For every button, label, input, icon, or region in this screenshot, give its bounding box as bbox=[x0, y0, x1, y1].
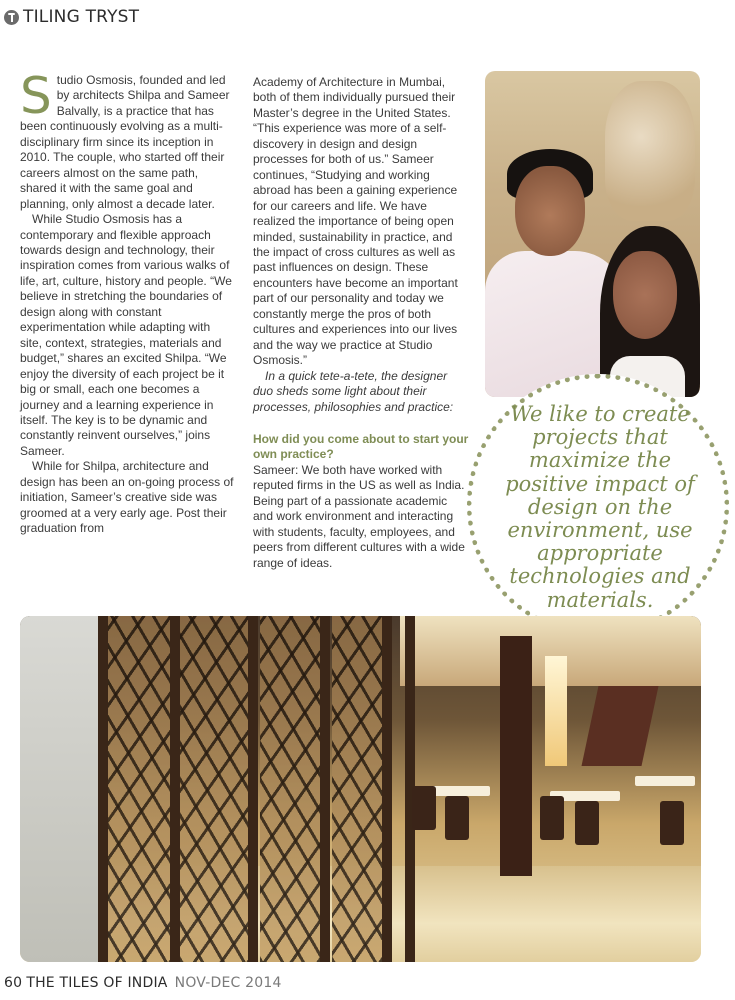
paragraph-2: While Studio Osmosis has a contemporary and flexible approach towards design and technology, their inspiration comes from various walks of life, art, culture, history and people. “We believe in stretching the boundaries of design along with constant experimentation while adapting with site, context, strategies, materials and budget,” shares an excited Shilpa. “We enjoy the diversity of each project be it big or small, each one becomes a journey and a learning experience in itself. The key is to be dynamic and constantly reinvent ourselves,” joins Sameer. bbox=[20, 212, 232, 458]
lattice-screen bbox=[180, 616, 250, 962]
paragraph-3: While for Shilpa, architecture and design has been an on-going process of initiation, Sameer’s creative side was groomed at a very early age. Post their graduation from bbox=[20, 459, 234, 536]
dining-table bbox=[430, 786, 490, 796]
interview-question: How did you come about to start your own practice? bbox=[253, 431, 469, 462]
pendant-light bbox=[545, 656, 567, 766]
article-column-2 bbox=[253, 75, 469, 571]
page-number: 60 bbox=[4, 975, 23, 991]
article-column-1 bbox=[20, 67, 234, 537]
screen-frame bbox=[248, 616, 258, 962]
interview-answer: Sameer: We both have worked with reputed firms in the US as well as India. Being part of a passionate academic and work environment and interacting with students, faculty, employees, and peers from different cultures with a wide range of ideas. bbox=[253, 462, 465, 570]
wooden-pillar bbox=[500, 636, 532, 876]
screen-frame bbox=[98, 616, 108, 962]
dining-chair bbox=[540, 796, 564, 840]
paragraph-1 bbox=[20, 67, 234, 212]
paragraph-1-text: tudio Osmosis, founded and led by architects Shilpa and Sameer Balvally, is a practice that has been continuously evolving as a multi-disciplinary firm since its inception in 2010. The couple, who started off their careers almost on the same path, shared it with the same goal and planning, only almost a decade later. bbox=[20, 73, 230, 211]
paragraph-4: Academy of Architecture in Mumbai, both of them individually pursued their Master’s degree in the United States. “This experience was more of a self-discovery in design and design processes for both of us.” Sameer continues, “Studying and working abroad has been a gaining experience for our careers and life. We have realized the importance of being open minded, sustainability in practice, and the impact of cross cultures as well as past influences on design. These encounters have become an important part of our personality and today we constantly merge the pros of both cultures and experiences into our lives and the way we practice at Studio Osmosis.” bbox=[253, 75, 458, 368]
designers-portrait-photo bbox=[485, 71, 700, 397]
lattice-screen bbox=[332, 616, 382, 962]
restaurant-interior-photo bbox=[20, 616, 701, 962]
publication-name: THE TILES OF INDIA bbox=[26, 975, 168, 991]
section-title: TILING TRYST bbox=[23, 7, 140, 27]
section-header bbox=[4, 4, 139, 30]
lattice-screen bbox=[102, 616, 172, 962]
woman-face bbox=[613, 251, 677, 339]
wall-art bbox=[581, 686, 658, 766]
dining-chair bbox=[575, 801, 599, 845]
lattice-screen bbox=[260, 616, 320, 962]
circle-t-icon bbox=[4, 10, 19, 25]
man-face bbox=[515, 166, 585, 256]
glass-partition bbox=[20, 616, 100, 962]
dining-chair bbox=[412, 786, 436, 830]
screen-frame bbox=[320, 616, 330, 962]
screen-frame bbox=[170, 616, 180, 962]
screen-frame bbox=[382, 616, 392, 962]
pull-quote: We like to create projects that maximize the positive impact of design on the environment, use appropriate technologies and materials. bbox=[505, 402, 695, 612]
dining-chair bbox=[660, 801, 684, 845]
dining-chair bbox=[445, 796, 469, 840]
background-sculpture bbox=[605, 81, 695, 221]
dining-table bbox=[635, 776, 695, 786]
interview-intro: In a quick tete-a-tete, the designer duo sheds some light about their processes, philosophies and practice: bbox=[253, 368, 454, 414]
issue-date: NOV-DEC 2014 bbox=[174, 975, 282, 991]
drop-cap: S bbox=[20, 67, 52, 125]
page-footer bbox=[4, 974, 282, 991]
